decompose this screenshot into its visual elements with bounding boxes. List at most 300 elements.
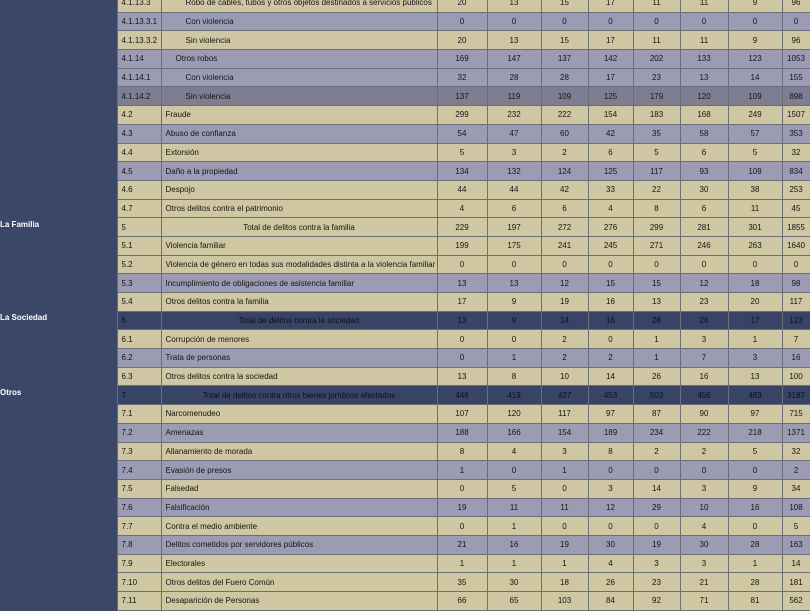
value-cell: 0 <box>541 255 588 274</box>
total-cell: 0 <box>782 255 810 274</box>
value-cell: 263 <box>728 236 782 255</box>
value-cell: 22 <box>633 180 680 199</box>
value-cell: 44 <box>437 180 487 199</box>
table-row <box>0 554 810 573</box>
crime-description: Con violencia <box>161 68 437 87</box>
value-cell: 503 <box>633 386 680 405</box>
value-cell: 20 <box>437 31 487 50</box>
value-cell: 249 <box>728 106 782 125</box>
value-cell: 8 <box>588 442 633 461</box>
value-cell: 0 <box>633 517 680 536</box>
value-cell: 28 <box>487 68 541 87</box>
value-cell: 0 <box>680 12 728 31</box>
crime-code: 4.1.13.3.1 <box>117 12 161 31</box>
value-cell: 246 <box>680 236 728 255</box>
value-cell: 8 <box>487 367 541 386</box>
value-cell: 38 <box>728 180 782 199</box>
value-cell: 0 <box>487 255 541 274</box>
crime-description: Falsedad <box>161 479 437 498</box>
table-row <box>0 274 810 293</box>
value-cell: 17 <box>728 311 782 330</box>
value-cell: 19 <box>437 498 487 517</box>
value-cell: 90 <box>680 405 728 424</box>
total-cell: 45 <box>782 199 810 218</box>
value-cell: 6 <box>487 199 541 218</box>
total-cell: 834 <box>782 162 810 181</box>
value-cell: 8 <box>437 442 487 461</box>
crime-code: 4.3 <box>117 124 161 143</box>
value-cell: 0 <box>633 255 680 274</box>
value-cell: 1 <box>728 330 782 349</box>
value-cell: 84 <box>588 592 633 611</box>
value-cell: 124 <box>541 162 588 181</box>
value-cell: 2 <box>541 330 588 349</box>
crime-description: Violencia de género en todas sus modalidades distinta a la violencia familiar <box>161 255 437 274</box>
table-row <box>0 50 810 69</box>
value-cell: 13 <box>680 68 728 87</box>
crime-description: Total de delitos contra otros bienes jurídicos afectados <box>161 386 437 405</box>
value-cell: 1 <box>437 554 487 573</box>
value-cell: 179 <box>633 87 680 106</box>
value-cell: 17 <box>588 0 633 12</box>
value-cell: 1 <box>541 554 588 573</box>
value-cell: 21 <box>437 535 487 554</box>
value-cell: 0 <box>541 517 588 536</box>
crime-code: 7.8 <box>117 535 161 554</box>
category-label: La Sociedad <box>0 313 48 323</box>
crime-code: 7.11 <box>117 592 161 611</box>
crime-code: 4.1.13.3.2 <box>117 31 161 50</box>
crime-code: 6.1 <box>117 330 161 349</box>
value-cell: 3 <box>680 330 728 349</box>
value-cell: 199 <box>437 236 487 255</box>
value-cell: 0 <box>728 461 782 480</box>
value-cell: 271 <box>633 236 680 255</box>
value-cell: 2 <box>541 143 588 162</box>
value-cell: 168 <box>680 106 728 125</box>
value-cell: 197 <box>487 218 541 237</box>
value-cell: 3 <box>680 554 728 573</box>
value-cell: 14 <box>728 68 782 87</box>
value-cell: 3 <box>487 143 541 162</box>
value-cell: 28 <box>541 68 588 87</box>
value-cell: 0 <box>633 12 680 31</box>
value-cell: 87 <box>633 405 680 424</box>
value-cell: 97 <box>588 405 633 424</box>
crime-description: Robo de cables, tubos y otros objetos destinados a servicios públicos <box>161 0 437 12</box>
value-cell: 0 <box>437 12 487 31</box>
crime-code: 7 <box>117 386 161 405</box>
table-row <box>0 461 810 480</box>
value-cell: 11 <box>487 498 541 517</box>
value-cell: 9 <box>487 311 541 330</box>
value-cell: 17 <box>588 31 633 50</box>
value-cell: 13 <box>437 311 487 330</box>
value-cell: 2 <box>680 442 728 461</box>
value-cell: 97 <box>728 405 782 424</box>
value-cell: 35 <box>437 573 487 592</box>
value-cell: 117 <box>541 405 588 424</box>
value-cell: 6 <box>680 143 728 162</box>
table-row <box>0 293 810 312</box>
table-total-row <box>0 311 810 330</box>
value-cell: 4 <box>588 554 633 573</box>
value-cell: 30 <box>588 535 633 554</box>
value-cell: 272 <box>541 218 588 237</box>
crime-description: Daño a la propiedad <box>161 162 437 181</box>
total-cell: 1855 <box>782 218 810 237</box>
value-cell: 117 <box>633 162 680 181</box>
value-cell: 222 <box>541 106 588 125</box>
value-cell: 3 <box>680 479 728 498</box>
total-cell: 96 <box>782 0 810 12</box>
value-cell: 6 <box>588 143 633 162</box>
value-cell: 2 <box>633 442 680 461</box>
total-cell: 7 <box>782 330 810 349</box>
value-cell: 66 <box>437 592 487 611</box>
value-cell: 132 <box>487 162 541 181</box>
value-cell: 169 <box>437 50 487 69</box>
crime-code: 5.3 <box>117 274 161 293</box>
value-cell: 30 <box>680 535 728 554</box>
crime-description: Electorales <box>161 554 437 573</box>
total-cell: 32 <box>782 442 810 461</box>
value-cell: 1 <box>487 554 541 573</box>
total-cell: 1640 <box>782 236 810 255</box>
value-cell: 13 <box>633 293 680 312</box>
total-cell: 14 <box>782 554 810 573</box>
value-cell: 13 <box>437 367 487 386</box>
value-cell: 1 <box>633 349 680 368</box>
crime-description: Otros delitos contra la sociedad <box>161 367 437 386</box>
value-cell: 120 <box>680 87 728 106</box>
value-cell: 13 <box>487 31 541 50</box>
value-cell: 299 <box>437 106 487 125</box>
value-cell: 13 <box>487 274 541 293</box>
value-cell: 301 <box>728 218 782 237</box>
crime-description: Despojo <box>161 180 437 199</box>
value-cell: 29 <box>633 498 680 517</box>
crime-description: Narcomenudeo <box>161 405 437 424</box>
crime-description: Total de delitos contra la sociedad <box>161 311 437 330</box>
value-cell: 299 <box>633 218 680 237</box>
table-row <box>0 87 810 106</box>
value-cell: 1 <box>487 517 541 536</box>
value-cell: 14 <box>541 311 588 330</box>
value-cell: 23 <box>680 293 728 312</box>
value-cell: 9 <box>728 479 782 498</box>
table-row <box>0 330 810 349</box>
value-cell: 1 <box>633 330 680 349</box>
value-cell: 11 <box>633 31 680 50</box>
value-cell: 71 <box>680 592 728 611</box>
table-row <box>0 423 810 442</box>
value-cell: 47 <box>487 124 541 143</box>
value-cell: 4 <box>680 517 728 536</box>
table-total-row <box>0 218 810 237</box>
value-cell: 11 <box>728 199 782 218</box>
value-cell: 5 <box>728 442 782 461</box>
value-cell: 0 <box>437 517 487 536</box>
crime-code: 4.1.14.1 <box>117 68 161 87</box>
value-cell: 189 <box>588 423 633 442</box>
value-cell: 19 <box>633 535 680 554</box>
value-cell: 12 <box>541 274 588 293</box>
value-cell: 0 <box>541 12 588 31</box>
value-cell: 107 <box>437 405 487 424</box>
table-row <box>0 0 810 12</box>
crime-description: Otros robos <box>161 50 437 69</box>
value-cell: 456 <box>680 386 728 405</box>
crime-description: Evasión de presos <box>161 461 437 480</box>
value-cell: 0 <box>487 330 541 349</box>
value-cell: 453 <box>588 386 633 405</box>
value-cell: 125 <box>588 87 633 106</box>
value-cell: 14 <box>633 479 680 498</box>
value-cell: 3 <box>541 442 588 461</box>
value-cell: 3 <box>588 479 633 498</box>
value-cell: 4 <box>588 199 633 218</box>
value-cell: 0 <box>437 255 487 274</box>
value-cell: 5 <box>437 143 487 162</box>
value-cell: 1 <box>487 349 541 368</box>
value-cell: 23 <box>633 68 680 87</box>
crime-description: Con violencia <box>161 12 437 31</box>
category-label: Otros <box>0 387 22 397</box>
table-row <box>0 180 810 199</box>
table-row <box>0 367 810 386</box>
value-cell: 281 <box>680 218 728 237</box>
value-cell: 229 <box>437 218 487 237</box>
crime-code: 6 <box>117 311 161 330</box>
value-cell: 42 <box>588 124 633 143</box>
value-cell: 133 <box>680 50 728 69</box>
table-row <box>0 255 810 274</box>
value-cell: 0 <box>728 517 782 536</box>
total-cell: 3187 <box>782 386 810 405</box>
table-row <box>0 31 810 50</box>
value-cell: 3 <box>728 349 782 368</box>
crime-code: 5 <box>117 218 161 237</box>
value-cell: 0 <box>437 349 487 368</box>
value-cell: 57 <box>728 124 782 143</box>
value-cell: 16 <box>588 311 633 330</box>
crime-description: Trata de personas <box>161 349 437 368</box>
value-cell: 17 <box>437 293 487 312</box>
value-cell: 109 <box>728 87 782 106</box>
value-cell: 93 <box>680 162 728 181</box>
value-cell: 2 <box>588 349 633 368</box>
total-cell: 98 <box>782 274 810 293</box>
value-cell: 13 <box>487 0 541 12</box>
value-cell: 0 <box>437 330 487 349</box>
value-cell: 183 <box>633 106 680 125</box>
crime-description: Sin violencia <box>161 87 437 106</box>
value-cell: 65 <box>487 592 541 611</box>
table-row <box>0 517 810 536</box>
value-cell: 58 <box>680 124 728 143</box>
value-cell: 0 <box>588 255 633 274</box>
value-cell: 154 <box>541 423 588 442</box>
value-cell: 0 <box>680 255 728 274</box>
value-cell: 81 <box>728 592 782 611</box>
value-cell: 16 <box>487 535 541 554</box>
crime-code: 6.2 <box>117 349 161 368</box>
crime-code: 5.1 <box>117 236 161 255</box>
crime-description: Otros delitos del Fuero Común <box>161 573 437 592</box>
crime-description: Otros delitos contra la familia <box>161 293 437 312</box>
value-cell: 23 <box>633 573 680 592</box>
value-cell: 0 <box>680 461 728 480</box>
value-cell: 12 <box>680 274 728 293</box>
category-label: La Familia <box>0 219 40 229</box>
value-cell: 2 <box>541 349 588 368</box>
value-cell: 6 <box>541 199 588 218</box>
crime-description: Delitos cometidos por servidores públicos <box>161 535 437 554</box>
total-cell: 155 <box>782 68 810 87</box>
crime-code: 7.5 <box>117 479 161 498</box>
value-cell: 125 <box>588 162 633 181</box>
crime-code: 4.2 <box>117 106 161 125</box>
value-cell: 54 <box>437 124 487 143</box>
crime-code: 4.1.14.2 <box>117 87 161 106</box>
value-cell: 21 <box>680 573 728 592</box>
total-cell: 123 <box>782 311 810 330</box>
value-cell: 0 <box>588 461 633 480</box>
crime-description: Contra el medio ambiente <box>161 517 437 536</box>
value-cell: 9 <box>728 31 782 50</box>
table-row <box>0 349 810 368</box>
table-row <box>0 106 810 125</box>
value-cell: 483 <box>728 386 782 405</box>
value-cell: 15 <box>633 274 680 293</box>
table-row <box>0 236 810 255</box>
value-cell: 0 <box>633 461 680 480</box>
crime-description: Corrupción de menores <box>161 330 437 349</box>
value-cell: 166 <box>487 423 541 442</box>
crime-description: Fraude <box>161 106 437 125</box>
value-cell: 18 <box>541 573 588 592</box>
value-cell: 9 <box>487 293 541 312</box>
value-cell: 15 <box>588 274 633 293</box>
value-cell: 28 <box>728 535 782 554</box>
value-cell: 33 <box>588 180 633 199</box>
value-cell: 17 <box>588 68 633 87</box>
value-cell: 0 <box>588 330 633 349</box>
value-cell: 5 <box>633 143 680 162</box>
crime-description: Otros delitos contra el patrimonio <box>161 199 437 218</box>
crime-description: Abuso de confianza <box>161 124 437 143</box>
value-cell: 19 <box>541 535 588 554</box>
value-cell: 222 <box>680 423 728 442</box>
value-cell: 0 <box>487 12 541 31</box>
value-cell: 3 <box>633 554 680 573</box>
value-cell: 16 <box>680 367 728 386</box>
table-row <box>0 124 810 143</box>
total-cell: 1371 <box>782 423 810 442</box>
value-cell: 5 <box>728 143 782 162</box>
table-row <box>0 162 810 181</box>
total-cell: 100 <box>782 367 810 386</box>
crime-description: Extorsión <box>161 143 437 162</box>
total-cell: 2 <box>782 461 810 480</box>
value-cell: 13 <box>437 274 487 293</box>
value-cell: 0 <box>588 517 633 536</box>
value-cell: 142 <box>588 50 633 69</box>
table-row <box>0 405 810 424</box>
total-cell: 1507 <box>782 106 810 125</box>
total-cell: 117 <box>782 293 810 312</box>
table-total-row <box>0 386 810 405</box>
value-cell: 188 <box>437 423 487 442</box>
value-cell: 16 <box>728 498 782 517</box>
value-cell: 14 <box>588 367 633 386</box>
total-cell: 108 <box>782 498 810 517</box>
crime-code: 4.5 <box>117 162 161 181</box>
value-cell: 154 <box>588 106 633 125</box>
value-cell: 202 <box>633 50 680 69</box>
value-cell: 8 <box>633 199 680 218</box>
value-cell: 1 <box>437 461 487 480</box>
value-cell: 19 <box>541 293 588 312</box>
value-cell: 0 <box>541 479 588 498</box>
value-cell: 42 <box>541 180 588 199</box>
value-cell: 134 <box>437 162 487 181</box>
crime-code: 7.2 <box>117 423 161 442</box>
value-cell: 119 <box>487 87 541 106</box>
value-cell: 18 <box>728 274 782 293</box>
value-cell: 147 <box>487 50 541 69</box>
crime-description: Falsificación <box>161 498 437 517</box>
table-row <box>0 199 810 218</box>
value-cell: 137 <box>541 50 588 69</box>
value-cell: 103 <box>541 592 588 611</box>
value-cell: 32 <box>437 68 487 87</box>
value-cell: 1 <box>541 461 588 480</box>
value-cell: 241 <box>541 236 588 255</box>
total-cell: 715 <box>782 405 810 424</box>
value-cell: 427 <box>541 386 588 405</box>
value-cell: 10 <box>680 498 728 517</box>
value-cell: 7 <box>680 349 728 368</box>
value-cell: 276 <box>588 218 633 237</box>
total-cell: 34 <box>782 479 810 498</box>
value-cell: 30 <box>487 573 541 592</box>
value-cell: 20 <box>728 293 782 312</box>
crime-description: Allanamiento de morada <box>161 442 437 461</box>
crime-code: 7.6 <box>117 498 161 517</box>
value-cell: 109 <box>728 162 782 181</box>
value-cell: 11 <box>680 31 728 50</box>
total-cell: 16 <box>782 349 810 368</box>
value-cell: 0 <box>728 255 782 274</box>
table-row <box>0 535 810 554</box>
value-cell: 11 <box>680 0 728 12</box>
total-cell: 163 <box>782 535 810 554</box>
value-cell: 11 <box>633 0 680 12</box>
value-cell: 446 <box>437 386 487 405</box>
table-row <box>0 498 810 517</box>
crime-code: 4.1.14 <box>117 50 161 69</box>
value-cell: 4 <box>487 442 541 461</box>
table-row <box>0 479 810 498</box>
value-cell: 245 <box>588 236 633 255</box>
crime-description: Sin violencia <box>161 31 437 50</box>
total-cell: 32 <box>782 143 810 162</box>
value-cell: 92 <box>633 592 680 611</box>
table-row <box>0 143 810 162</box>
value-cell: 15 <box>541 31 588 50</box>
